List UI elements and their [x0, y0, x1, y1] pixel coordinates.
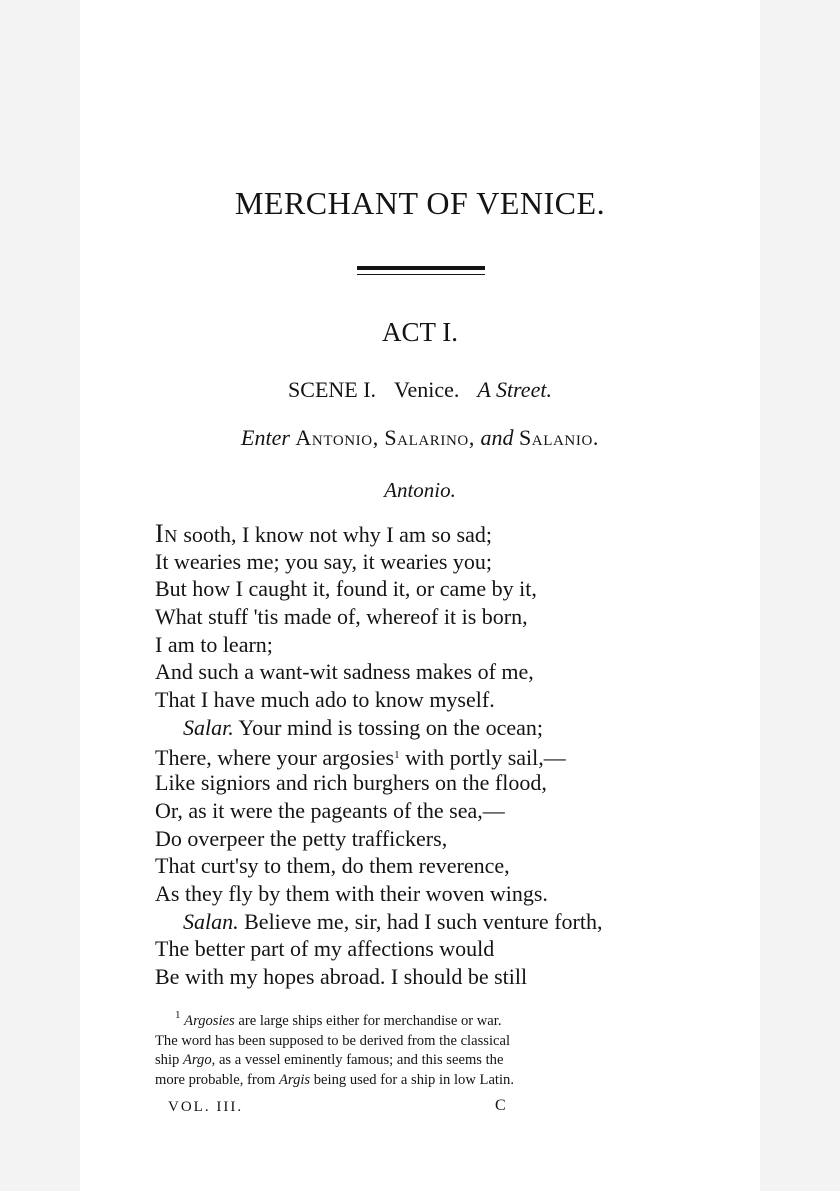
verse-line: As they fly by them with their woven wings.: [155, 880, 548, 906]
verse-line: That I have much ado to know myself.: [155, 687, 495, 713]
verse-line: Do overpeer the petty traffickers,: [155, 825, 448, 851]
scene-place: Venice.: [394, 377, 460, 402]
character-salarino: Salarino,: [384, 425, 475, 450]
stage-enter: Enter: [241, 425, 290, 450]
verse-line: The better part of my affections would: [155, 936, 495, 962]
title-rule-thin: [357, 274, 485, 275]
verse-line: That curt'sy to them, do them reverence,: [155, 853, 510, 879]
character-antonio: Antonio,: [295, 425, 379, 450]
verse-text: There, where your argosies: [155, 744, 395, 770]
scene-number: SCENE I.: [288, 377, 377, 402]
stage-and: and: [480, 425, 514, 450]
verse-line: Be with my hopes abroad. I should be still: [155, 964, 528, 989]
speaker-heading: Antonio.: [384, 478, 456, 502]
volume-signature: VOL. III.: [168, 1099, 244, 1115]
footnote-text: being used for a ship in low Latin.: [310, 1071, 514, 1088]
footnote-line: The word has been supposed to be derived from the classical: [155, 1032, 511, 1049]
footnote-mark: 1: [175, 1009, 181, 1021]
footnote-line: [155, 1071, 695, 1091]
play-title: MERCHANT OF VENICE.: [234, 185, 606, 221]
footnote-term: Argosies: [184, 1013, 235, 1029]
verse-text: with portly sail,—: [399, 744, 566, 770]
footnote-text: more probable, from: [155, 1071, 280, 1088]
initial-word: In: [155, 519, 178, 548]
verse-line: [155, 520, 715, 548]
verse-line: Like signiors and rich burghers on the flood,: [155, 770, 547, 796]
title-rule-thick: [357, 266, 485, 270]
scene-heading: [100, 377, 740, 403]
verse-line: But how I caught it, found it, or came by it,: [155, 576, 537, 602]
act-heading: ACT I.: [381, 317, 458, 347]
footnote-text: ship: [155, 1052, 183, 1069]
verse-line: It wearies me; you say, it wearies you;: [155, 548, 493, 574]
verse-block: [155, 520, 715, 991]
signature-mark: C: [495, 1097, 506, 1114]
character-salanio: Salanio.: [518, 425, 599, 450]
footnote: [155, 1006, 695, 1090]
stage-direction: [100, 425, 740, 451]
footnote-text: are large ships either for merchandise or war.: [234, 1013, 502, 1029]
speaker-salar: Salar.: [183, 714, 234, 740]
verse-line: And such a want-wit sadness makes of me,: [155, 659, 534, 685]
verse-line: [155, 908, 715, 936]
verse-line: [155, 742, 715, 770]
verse-text: Your mind is tossing on the ocean;: [233, 714, 543, 740]
verse-line: What stuff 'tis made of, whereof it is born,: [155, 604, 528, 630]
footnote-line: [155, 1006, 695, 1032]
scene-detail: A Street.: [477, 377, 552, 402]
verse-line: I am to learn;: [155, 631, 273, 657]
footnote-text: , as a vessel eminently famous; and this seems the: [211, 1052, 504, 1069]
footnote-term: Argo: [182, 1052, 212, 1069]
verse-line: [155, 714, 715, 742]
verse-text: sooth, I know not why I am so sad;: [177, 522, 492, 547]
footnote-term: Argis: [279, 1071, 311, 1088]
footnote-line: [155, 1051, 695, 1071]
footnote-reference: 1: [394, 748, 400, 761]
speaker-salan: Salan.: [183, 908, 239, 934]
verse-text: Believe me, sir, had I such venture forth,: [238, 908, 603, 934]
verse-line: Or, as it were the pageants of the sea,—: [155, 797, 505, 823]
